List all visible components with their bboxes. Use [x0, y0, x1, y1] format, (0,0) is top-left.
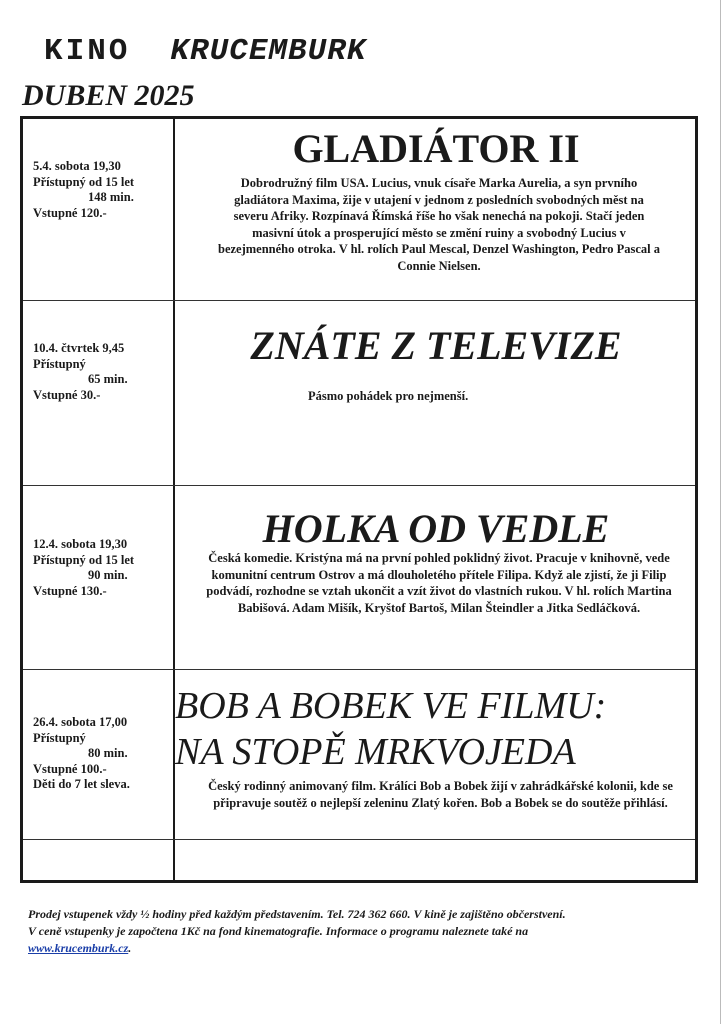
- screening-date: 26.4. sobota 17,00: [33, 715, 128, 729]
- month-heading: DUBEN 2025: [22, 79, 195, 112]
- age-rating: Přístupný od 15 let: [33, 552, 135, 567]
- duration: 65 min.: [88, 372, 128, 386]
- ticket-price: Vstupné 30.-: [33, 387, 101, 402]
- movie-description-4: Český rodinný animovaný film. Králíci Bob a Bobek žijí v zahrádkářské kolonii, kde se připravuje soutěž o nejlepší zeleninu Zlatý kořen. Bob a Bobek se do soutěže přihlásí.: [208, 779, 673, 810]
- age-rating: Přístupný: [33, 356, 86, 371]
- kino-label: KINO: [44, 34, 131, 69]
- movie-title-4-line2: NA STOPĚ MRKVOJEDA: [175, 731, 576, 773]
- ticket-price: Vstupné 100.-: [33, 761, 107, 776]
- screening-info-2: [33, 341, 168, 403]
- child-discount: Děti do 7 let sleva.: [33, 777, 130, 791]
- footer-line-tickets: Prodej vstupenek vždy ½ hodiny před každým představením. Tel. 724 362 660. V kině je zajištěno občerstvení.: [28, 907, 566, 921]
- movie-description-2: Pásmo pohádek pro nejmenší.: [308, 389, 469, 403]
- screening-date: 5.4. sobota 19,30: [33, 159, 121, 173]
- screening-info-3: [33, 537, 168, 599]
- footer-note: [28, 906, 708, 957]
- program-table: [20, 116, 698, 883]
- movie-description-3: Česká komedie. Kristýna má na první pohled poklidný život. Pracuje v knihovně, vede komunitní centrum Ostrov a má dlouholetého přítele Filipa. Když ale zjistí, že ji Filip podvádí, rozhodne se vztah ukončit a vzít život do vlastních rukou. V hl. rolích Martina Babišová. Adam Mišík, Kryštof Bartoš, Milan Šteindler a Jitka Sedláčková.: [206, 551, 672, 615]
- movie-title-1: GLADIÁTOR II: [292, 126, 580, 171]
- screening-date: 10.4. čtvrtek 9,45: [33, 341, 125, 355]
- ticket-price: Vstupné 130.-: [33, 583, 107, 598]
- footer-link-suffix: .: [128, 941, 132, 955]
- screening-date: 12.4. sobota 19,30: [33, 537, 128, 551]
- place-name: KRUCEMBURK: [170, 34, 367, 69]
- footer-line-link: [28, 940, 708, 957]
- row-divider: [23, 669, 695, 670]
- movie-description-1: Dobrodružný film USA. Lucius, vnuk císaře Marka Aurelia, a syn prvního gladiátora Maxima, žije v utajení v jednom z posledních svobodných měst na severu Afriky. Rozpínavá Římská říše ho však nenechá na pokoji. Stačí jeden masivní útok a prosperující město se změní ruiny a svobodný Lucius v bezejmenného otroka. V hl. rolích Paul Mescal, Denzel Washington, Pedro Pascal a Connie Nielsen.: [218, 176, 661, 273]
- row-divider: [23, 300, 695, 301]
- screening-info-4: [33, 715, 168, 793]
- cinema-title: [44, 34, 366, 69]
- age-rating: Přístupný od 15 let: [33, 174, 135, 189]
- website-link[interactable]: www.krucemburk.cz: [28, 941, 129, 955]
- movie-title-2: ZNÁTE Z TELEVIZE: [250, 323, 622, 368]
- movie-title-3: HOLKA OD VEDLE: [262, 506, 610, 551]
- duration: 90 min.: [88, 568, 128, 582]
- duration: 148 min.: [88, 190, 134, 204]
- duration: 80 min.: [88, 746, 128, 760]
- scan-edge: [720, 0, 721, 1024]
- movie-title-4-line1: BOB A BOBEK VE FILMU:: [175, 685, 607, 727]
- screening-info-1: [33, 159, 168, 221]
- row-divider: [23, 485, 695, 486]
- ticket-price: Vstupné 120.-: [33, 205, 107, 220]
- age-rating: Přístupný: [33, 730, 86, 745]
- footer-line-info: V ceně vstupenky je započtena 1Kč na fond kinematografie. Informace o programu naleznete také na: [28, 924, 529, 938]
- row-divider: [23, 839, 695, 840]
